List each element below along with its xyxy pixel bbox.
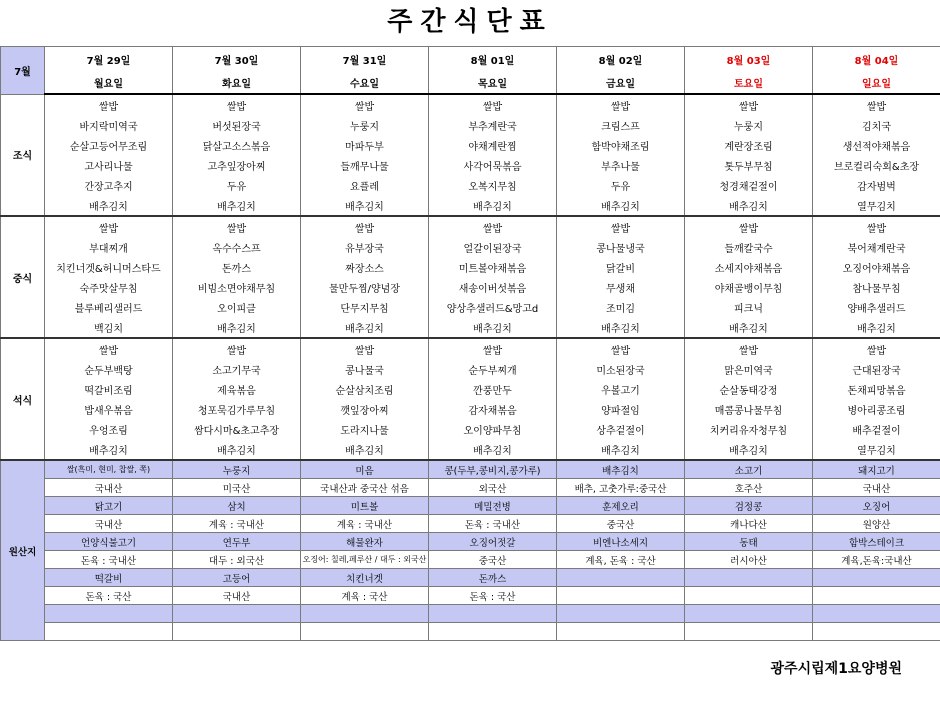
menu-item: 순두부찌개 (429, 359, 557, 379)
menu-item: 오징어야채볶음 (813, 257, 940, 277)
footer (0, 652, 940, 701)
origin-cell: 오징어 (813, 497, 940, 515)
menu-item: 양상추샐러드&망고d (429, 297, 557, 317)
menu-item: 쌀밥 (557, 338, 685, 359)
menu-item: 톳두부무침 (685, 155, 813, 175)
menu-item: 치킨너겟&허니머스타드 (45, 257, 173, 277)
menu-item: 쌀밥 (429, 94, 557, 115)
origin-row (1, 569, 940, 587)
origin-cell: 콩(두부,콩비지,콩가루) (429, 460, 557, 479)
origin-cell: 캐나다산 (685, 515, 813, 533)
origin-cell: 호주산 (685, 479, 813, 497)
menu-item: 배추김치 (45, 195, 173, 216)
menu-item: 쌀밥 (685, 216, 813, 237)
menu-item: 들깨무나물 (301, 155, 429, 175)
menu-item: 브로컬리숙회&초장 (813, 155, 940, 175)
menu-item: 배추김치 (301, 195, 429, 216)
menu-item: 새송이버섯볶음 (429, 277, 557, 297)
menu-item: 배추김치 (685, 317, 813, 338)
origin-cell: 미국산 (173, 479, 301, 497)
origin-cell (813, 569, 940, 587)
origin-cell: 돈육 : 국내산 (429, 515, 557, 533)
month-label: 7월 (1, 47, 45, 95)
menu-item: 순살삼치조림 (301, 379, 429, 399)
origin-cell: 중국산 (429, 551, 557, 569)
menu-item: 치커리유자청무침 (685, 419, 813, 439)
origin-cell: 국내산과 중국산 섞음 (301, 479, 429, 497)
origin-cell: 중국산 (557, 515, 685, 533)
origin-cell: 해물완자 (301, 533, 429, 551)
origin-cell (685, 605, 813, 623)
day-weekday: 화요일 (173, 71, 301, 94)
menu-row (1, 135, 940, 155)
menu-row (1, 419, 940, 439)
origin-cell: 계육 : 국산 (301, 587, 429, 605)
menu-item: 배추김치 (557, 439, 685, 460)
origin-cell (173, 605, 301, 623)
origin-row (1, 533, 940, 551)
menu-item: 제육볶음 (173, 379, 301, 399)
menu-item: 상추겉절이 (557, 419, 685, 439)
origin-cell: 오징어젓갈 (429, 533, 557, 551)
day-weekday: 목요일 (429, 71, 557, 94)
menu-item: 무생채 (557, 277, 685, 297)
origin-cell (557, 569, 685, 587)
menu-row (1, 317, 940, 338)
menu-item: 순두부백탕 (45, 359, 173, 379)
origin-cell (301, 623, 429, 641)
origin-row (1, 497, 940, 515)
menu-item: 쌀밥 (429, 216, 557, 237)
menu-row (1, 359, 940, 379)
menu-item: 배추김치 (429, 439, 557, 460)
menu-item: 오이양파무침 (429, 419, 557, 439)
menu-item: 우볼고기 (557, 379, 685, 399)
origin-cell (813, 587, 940, 605)
menu-item: 쌀밥 (429, 338, 557, 359)
menu-item: 우엉조림 (45, 419, 173, 439)
menu-row (1, 277, 940, 297)
origin-cell: 오징어: 칠레,페루산 / 대두 : 외국산 (301, 551, 429, 569)
menu-item: 떡갈비조림 (45, 379, 173, 399)
menu-item: 열무김치 (813, 195, 940, 216)
menu-row (1, 257, 940, 277)
menu-item: 맑은미역국 (685, 359, 813, 379)
menu-item: 피크닉 (685, 297, 813, 317)
origin-cell (685, 587, 813, 605)
menu-item: 배추김치 (813, 317, 940, 338)
menu-item: 미소된장국 (557, 359, 685, 379)
menu-item: 간장고추지 (45, 175, 173, 195)
origin-cell: 삼치 (173, 497, 301, 515)
menu-row (1, 379, 940, 399)
origin-cell: 돈까스 (429, 569, 557, 587)
origin-cell: 함박스테이크 (813, 533, 940, 551)
origin-cell (557, 587, 685, 605)
day-weekday: 월요일 (45, 71, 173, 94)
menu-item: 병아리콩조림 (813, 399, 940, 419)
menu-row (1, 115, 940, 135)
menu-item: 배추김치 (173, 195, 301, 216)
menu-item: 닭살고소스볶음 (173, 135, 301, 155)
menu-item: 깐풍만두 (429, 379, 557, 399)
menu-row (1, 338, 940, 359)
menu-item: 양배추샐러드 (813, 297, 940, 317)
origin-cell: 국내산 (813, 479, 940, 497)
menu-item: 사각어묵볶음 (429, 155, 557, 175)
menu-item: 오복지무침 (429, 175, 557, 195)
origin-row (1, 460, 940, 479)
menu-item: 배추김치 (557, 195, 685, 216)
menu-item: 누룽지 (685, 115, 813, 135)
origin-cell (813, 605, 940, 623)
menu-item: 얼갈이된장국 (429, 237, 557, 257)
origin-cell (173, 623, 301, 641)
day-weekday: 일요일 (813, 71, 940, 94)
origin-cell: 치킨너겟 (301, 569, 429, 587)
menu-item: 쌀밥 (45, 94, 173, 115)
origin-cell (557, 623, 685, 641)
menu-item: 고추잎장아찌 (173, 155, 301, 175)
menu-item: 야채골뱅이무침 (685, 277, 813, 297)
origin-cell: 계육 : 국내산 (301, 515, 429, 533)
origin-cell: 국내산 (173, 587, 301, 605)
day-weekday: 금요일 (557, 71, 685, 94)
menu-item: 닭갈비 (557, 257, 685, 277)
menu-row (1, 155, 940, 175)
menu-item: 쌀밥 (45, 338, 173, 359)
origin-cell: 비엔나소세지 (557, 533, 685, 551)
menu-item: 배추김치 (173, 439, 301, 460)
menu-item: 마파두부 (301, 135, 429, 155)
menu-item: 짜장소스 (301, 257, 429, 277)
menu-item: 백김치 (45, 317, 173, 338)
menu-item: 북어채계란국 (813, 237, 940, 257)
day-date: 7월 29일 (45, 47, 173, 72)
menu-item: 단무지무침 (301, 297, 429, 317)
menu-item: 버섯된장국 (173, 115, 301, 135)
menu-item: 쌀밥 (173, 216, 301, 237)
menu-item: 쌀밥 (557, 216, 685, 237)
origin-cell: 미트볼 (301, 497, 429, 515)
origin-cell: 미음 (301, 460, 429, 479)
menu-item: 고사리나물 (45, 155, 173, 175)
day-date: 8월 04일 (813, 47, 940, 72)
menu-item: 매콤콩나물무침 (685, 399, 813, 419)
menu-item: 쌀밥 (173, 94, 301, 115)
menu-item: 배추김치 (173, 317, 301, 338)
origin-cell: 국내산 (45, 479, 173, 497)
menu-row (1, 195, 940, 216)
meal-label: 중식 (1, 216, 45, 338)
origin-cell: 닭고기 (45, 497, 173, 515)
origin-cell: 배추김치 (557, 460, 685, 479)
weekly-menu-table (0, 46, 940, 641)
menu-item: 조미김 (557, 297, 685, 317)
origin-cell: 언양식불고기 (45, 533, 173, 551)
day-date: 7월 30일 (173, 47, 301, 72)
menu-item: 두유 (173, 175, 301, 195)
menu-item: 청경채겉절이 (685, 175, 813, 195)
origin-cell (45, 605, 173, 623)
menu-row (1, 94, 940, 115)
menu-item: 소세지야채볶음 (685, 257, 813, 277)
day-date: 8월 02일 (557, 47, 685, 72)
origin-cell: 국내산 (45, 515, 173, 533)
menu-item: 감자범벅 (813, 175, 940, 195)
origin-cell: 떡갈비 (45, 569, 173, 587)
origin-row (1, 623, 940, 641)
menu-item: 미트볼야채볶음 (429, 257, 557, 277)
origin-cell: 계육 : 국내산 (173, 515, 301, 533)
menu-item: 도라지나물 (301, 419, 429, 439)
origin-cell (429, 605, 557, 623)
menu-item: 쌀밥 (557, 94, 685, 115)
menu-item: 돈채피망볶음 (813, 379, 940, 399)
menu-item: 콩나물국 (301, 359, 429, 379)
menu-item: 쌀밥 (301, 94, 429, 115)
menu-row (1, 439, 940, 460)
origin-cell: 외국산 (429, 479, 557, 497)
origin-cell: 러시아산 (685, 551, 813, 569)
menu-item: 쌀밥 (173, 338, 301, 359)
origin-cell (557, 605, 685, 623)
origin-row (1, 605, 940, 623)
menu-item: 함박야채조림 (557, 135, 685, 155)
menu-item: 쌀밥 (813, 338, 940, 359)
origin-cell: 검정콩 (685, 497, 813, 515)
menu-item: 배추겉절이 (813, 419, 940, 439)
menu-item: 쌀밥 (685, 94, 813, 115)
origin-cell: 메밀전병 (429, 497, 557, 515)
origin-cell: 돈육 : 국내산 (45, 551, 173, 569)
menu-item: 누룽지 (301, 115, 429, 135)
origin-row (1, 551, 940, 569)
menu-item: 숙주맛살무침 (45, 277, 173, 297)
origin-cell: 동태 (685, 533, 813, 551)
origin-cell: 쌀(흑미, 현미, 찹쌀, 쪽) (45, 460, 173, 479)
menu-row (1, 237, 940, 257)
origin-cell (685, 623, 813, 641)
day-date: 8월 01일 (429, 47, 557, 72)
origin-cell: 누룽지 (173, 460, 301, 479)
origin-cell: 계육, 돈육 : 국산 (557, 551, 685, 569)
organization-name: 광주시립제1요양병원 (770, 661, 902, 677)
origin-cell: 고등어 (173, 569, 301, 587)
origin-row (1, 587, 940, 605)
menu-item: 쌀밥 (45, 216, 173, 237)
menu-item: 참나물무침 (813, 277, 940, 297)
menu-item: 양파절임 (557, 399, 685, 419)
menu-item: 쌀밥 (685, 338, 813, 359)
menu-item: 옥수수스프 (173, 237, 301, 257)
menu-item: 배추김치 (301, 439, 429, 460)
origin-cell (301, 605, 429, 623)
menu-item: 배추김치 (45, 439, 173, 460)
origin-cell: 소고기 (685, 460, 813, 479)
menu-item: 바지락미역국 (45, 115, 173, 135)
origin-cell: 돈육 : 국산 (429, 587, 557, 605)
origin-cell (429, 623, 557, 641)
menu-item: 유부장국 (301, 237, 429, 257)
menu-item: 배추김치 (301, 317, 429, 338)
menu-item: 부추계란국 (429, 115, 557, 135)
origin-row (1, 479, 940, 497)
menu-item: 쌀밥 (813, 94, 940, 115)
menu-item: 청포묵김가루무침 (173, 399, 301, 419)
origin-cell: 돼지고기 (813, 460, 940, 479)
day-date: 7월 31일 (301, 47, 429, 72)
meal-label: 조식 (1, 94, 45, 216)
menu-item: 오이피클 (173, 297, 301, 317)
menu-item: 크림스프 (557, 115, 685, 135)
menu-item: 감자채볶음 (429, 399, 557, 419)
menu-item: 쌀밥 (301, 338, 429, 359)
day-weekday: 수요일 (301, 71, 429, 94)
menu-item: 깻잎장아찌 (301, 399, 429, 419)
menu-item: 비빔소면야채무침 (173, 277, 301, 297)
origin-cell: 연두부 (173, 533, 301, 551)
menu-item: 김치국 (813, 115, 940, 135)
origin-cell (685, 569, 813, 587)
origin-cell: 돈육 : 국산 (45, 587, 173, 605)
menu-item: 계란장조림 (685, 135, 813, 155)
menu-item: 돈까스 (173, 257, 301, 277)
menu-item: 순살동태강정 (685, 379, 813, 399)
origin-cell: 배추, 고춧가루:중국산 (557, 479, 685, 497)
origin-row (1, 515, 940, 533)
menu-item: 야채계란찜 (429, 135, 557, 155)
origin-cell: 계육,돈육:국내산 (813, 551, 940, 569)
menu-item: 들깨칼국수 (685, 237, 813, 257)
menu-item: 쌀밥 (813, 216, 940, 237)
menu-item: 배추김치 (685, 439, 813, 460)
page-title: 주간식단표 (387, 7, 553, 37)
menu-item: 순살고등어무조림 (45, 135, 173, 155)
menu-row (1, 175, 940, 195)
menu-item: 쌀밥 (301, 216, 429, 237)
menu-item: 요플레 (301, 175, 429, 195)
menu-item: 생선적야채볶음 (813, 135, 940, 155)
origin-cell: 훈제오리 (557, 497, 685, 515)
menu-item: 열무김치 (813, 439, 940, 460)
origin-cell: 원양산 (813, 515, 940, 533)
origin-cell (45, 623, 173, 641)
day-date: 8월 03일 (685, 47, 813, 72)
menu-item: 소고기무국 (173, 359, 301, 379)
menu-item: 배추김치 (557, 317, 685, 338)
menu-row (1, 297, 940, 317)
menu-item: 쌈다시마&초고추장 (173, 419, 301, 439)
origin-cell (813, 623, 940, 641)
menu-item: 부대찌개 (45, 237, 173, 257)
origin-cell: 대두 : 외국산 (173, 551, 301, 569)
menu-item: 블루베리샐러드 (45, 297, 173, 317)
meal-label: 석식 (1, 338, 45, 460)
menu-item: 배추김치 (429, 195, 557, 216)
menu-item: 밥새우볶음 (45, 399, 173, 419)
menu-row (1, 399, 940, 419)
menu-item: 근대된장국 (813, 359, 940, 379)
menu-item: 부추나물 (557, 155, 685, 175)
menu-item: 두유 (557, 175, 685, 195)
menu-item: 물만두찜/양념장 (301, 277, 429, 297)
menu-item: 배추김치 (685, 195, 813, 216)
day-weekday: 토요일 (685, 71, 813, 94)
menu-item: 배추김치 (429, 317, 557, 338)
menu-item: 콩나물냉국 (557, 237, 685, 257)
origin-label: 원산지 (1, 460, 45, 641)
menu-row (1, 216, 940, 237)
